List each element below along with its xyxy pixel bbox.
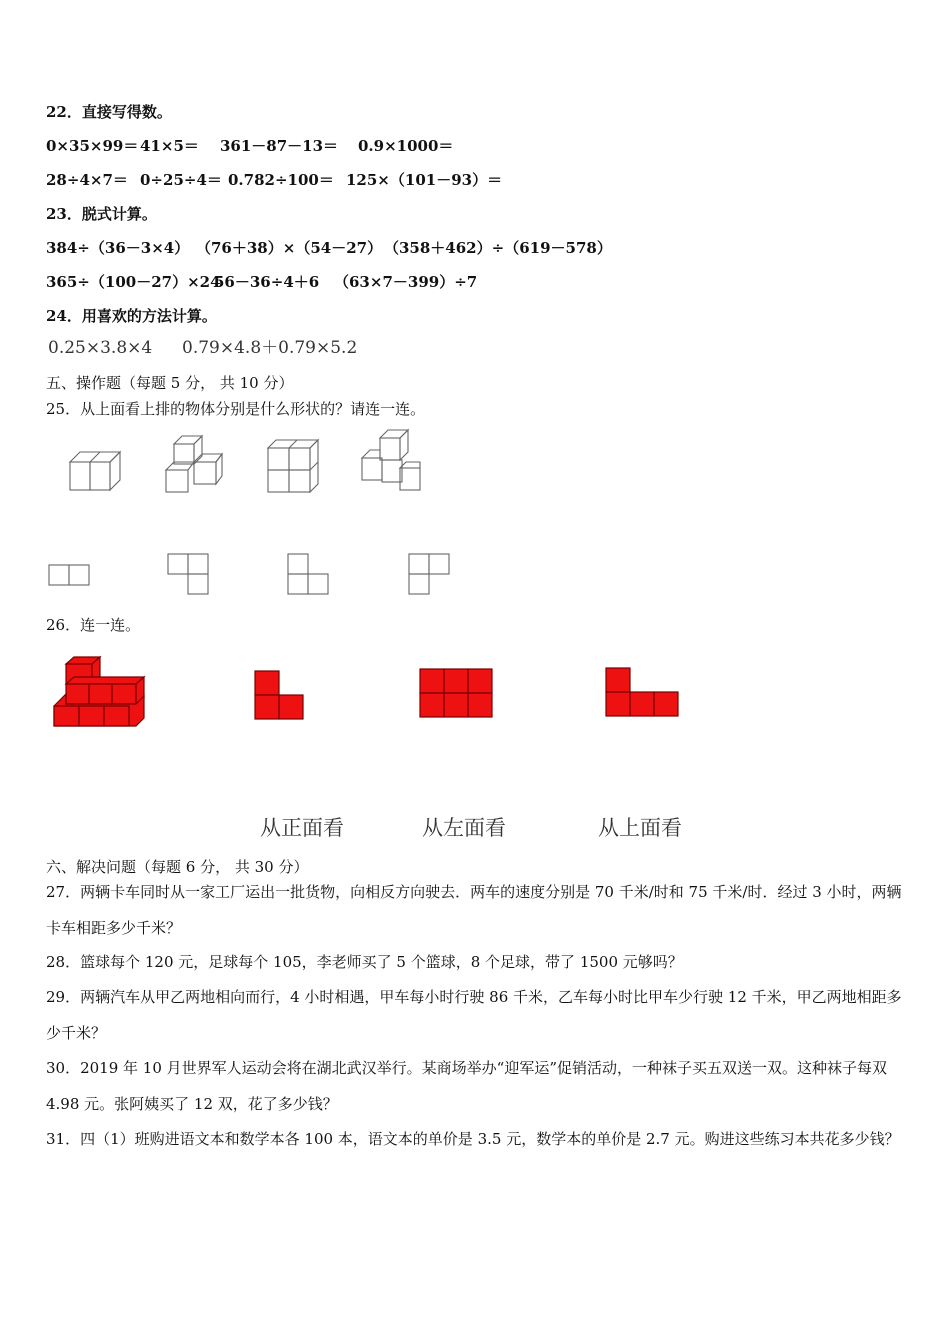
section-5-title: 五、操作题（每题 5 分， 共 10 分） xyxy=(46,374,294,392)
q29-text: 29．两辆汽车从甲乙两地相向而行，4 小时相遇，甲车每小时行驶 86 千米，乙车每小时比甲车少行驶 12 千米，甲乙两地相距多少千米？ xyxy=(46,988,902,1042)
q26-title: 26．连一连。 xyxy=(46,616,141,634)
q25-top-view-3 xyxy=(287,553,331,597)
q22-item: 125×（101－93）＝ xyxy=(346,171,503,189)
q25-top-view-2 xyxy=(167,553,211,597)
q31-text: 31．四（1）班购进语文本和数学本各 100 本，语文本的单价是 3.5 元，数学本的单价是 2.7 元。购进这些练习本共花多少钱？ xyxy=(46,1130,900,1148)
q22-item: 0.9×1000＝ xyxy=(358,137,454,155)
q23-item: 56－36÷4＋6 xyxy=(214,273,320,291)
q23-item: （76＋38）×（54－27） xyxy=(196,239,383,257)
q25-object-2 xyxy=(160,434,230,496)
q23-item: （358＋462）÷（619－578） xyxy=(384,239,612,257)
q26-red-view-top xyxy=(605,667,681,719)
q22-title: 22．直接写得数。 xyxy=(46,103,172,121)
q24-expr-2: 0.79×4.8＋0.79×5.2 xyxy=(182,338,358,358)
q24-title: 24．用喜欢的方法计算。 xyxy=(46,307,217,325)
q22-item: 28÷4×7＝ xyxy=(46,171,128,189)
q23-item: （63×7－399）÷7 xyxy=(334,273,478,291)
q30-text: 30．2019 年 10 月世界军人运动会将在湖北武汉举行。某商场举办“迎军运”促销活动，一种袜子买五双送一双。这种袜子每双 4.98 元。张阿姨买了 12 双，花了多少钱？ xyxy=(46,1059,887,1113)
q22-item: 0×35×99＝ xyxy=(46,137,139,155)
q28-text: 28．篮球每个 120 元，足球每个 105，李老师买了 5 个篮球，8 个足球，带了 1500 元够吗？ xyxy=(46,953,683,971)
q22-item: 0.782÷100＝ xyxy=(228,171,334,189)
q25-top-view-4 xyxy=(408,553,452,597)
q22-item: 361－87－13＝ xyxy=(220,137,339,155)
q25-object-3 xyxy=(264,438,324,496)
q25-title: 25．从上面看上排的物体分别是什么形状的？请连一连。 xyxy=(46,400,426,418)
q25-object-1 xyxy=(64,446,126,494)
q27-text: 27．两辆卡车同时从一家工厂运出一批货物，向相反方向驶去．两车的速度分别是 70 千米/时和 75 千米/时．经过 3 小时，两辆卡车相距多少千米？ xyxy=(46,883,902,937)
q23-title: 23．脱式计算。 xyxy=(46,205,157,223)
section-6-title: 六、解决问题（每题 6 分， 共 30 分） xyxy=(46,858,309,876)
q23-item: 365÷（100－27）×24 xyxy=(46,273,221,291)
q26-red-view-left xyxy=(419,668,495,720)
caption-left-view: 从左面看 xyxy=(422,816,506,840)
q22-item: 0÷25÷4＝ xyxy=(140,171,222,189)
q24-expr-1: 0.25×3.8×4 xyxy=(48,338,153,358)
q26-red-solid xyxy=(52,656,150,730)
caption-front-view: 从正面看 xyxy=(260,816,344,840)
q26-red-view-front xyxy=(254,670,306,722)
q25-object-4 xyxy=(356,428,426,494)
q25-top-view-1 xyxy=(48,564,92,586)
caption-top-view: 从上面看 xyxy=(598,816,682,840)
q23-item: 384÷（36－3×4） xyxy=(46,239,190,257)
q22-item: 41×5＝ xyxy=(140,137,199,155)
